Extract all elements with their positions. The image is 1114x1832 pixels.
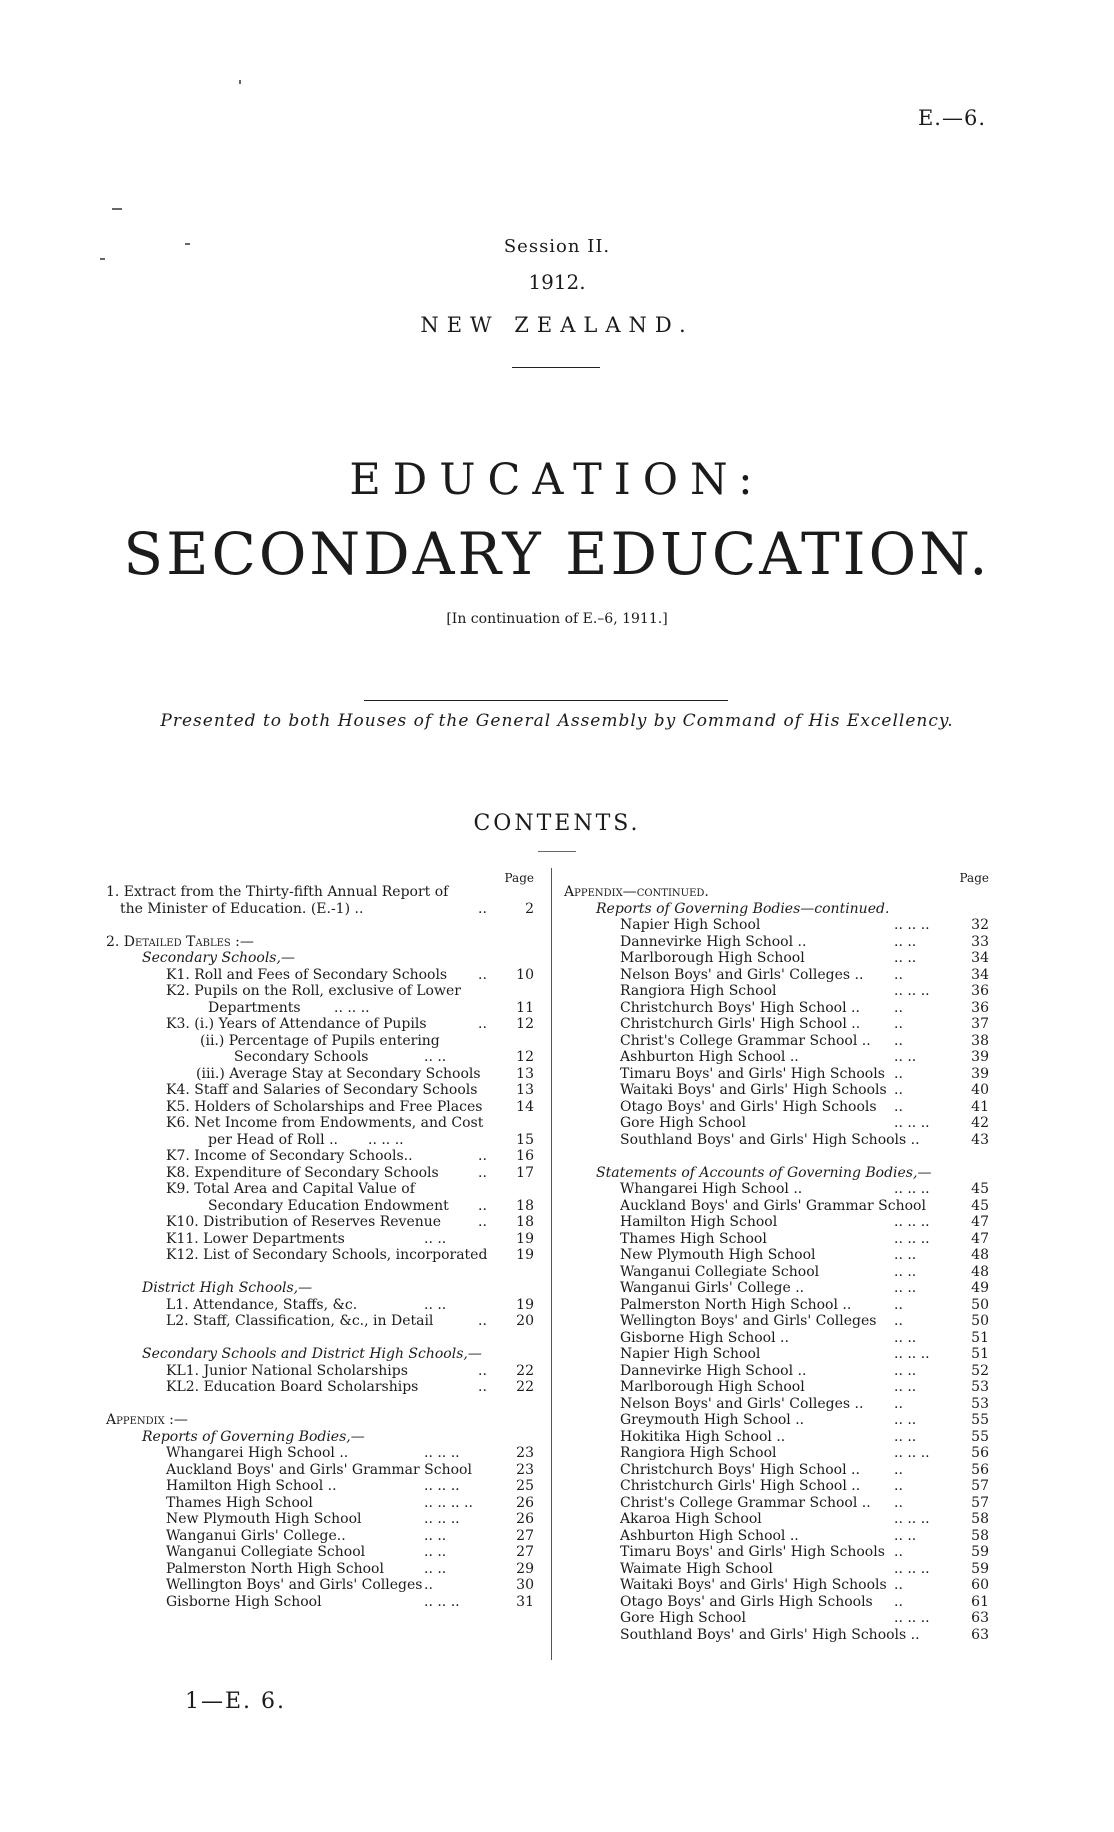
entry-kl2: KL2. Education Board Scholarships (166, 1379, 419, 1395)
statement-name: Wellington Boys' and Girls' Colleges (620, 1313, 877, 1329)
leader-dots: .. .. (424, 1527, 447, 1544)
entry-k6-line1: K6. Net Income from Endowments, and Cost (166, 1115, 484, 1131)
page-number: 51 (971, 1329, 989, 1346)
page-number: 61 (971, 1593, 989, 1610)
page-number: 26 (516, 1511, 534, 1527)
leader-dots: .. (478, 1148, 487, 1164)
statement-name: Wanganui Collegiate School (620, 1263, 820, 1280)
page-number: 13 (516, 1065, 534, 1082)
page-number: 13 (516, 1082, 534, 1098)
statement-name: Christchurch Boys' High School .. (620, 1461, 860, 1478)
page-number: 29 (516, 1560, 534, 1577)
leader-dots: .. .. .. (894, 1610, 930, 1626)
report-name: Rangiora High School (620, 983, 777, 999)
leader-dots: .. (894, 1082, 903, 1098)
statements-list (564, 1181, 989, 1643)
entry-k3-ii-line1: (ii.) Percentage of Pupils entering (200, 1032, 440, 1049)
leader-dots: .. (894, 1577, 903, 1593)
entry-kl1: KL1. Junior National Scholarships (166, 1362, 408, 1379)
leader-dots: .. (478, 1016, 487, 1032)
reports-continued-heading: Reports of Governing Bodies—continued. (596, 900, 890, 917)
statement-entry (564, 1478, 989, 1495)
leader-dots: .. (894, 1593, 903, 1610)
statement-name: Otago Boys' and Girls High Schools (620, 1593, 873, 1610)
statement-entry (564, 1610, 989, 1627)
statement-name: Christ's College Grammar School .. (620, 1494, 871, 1511)
reports-heading: Reports of Governing Bodies,— (142, 1428, 365, 1445)
sub-title: SECONDARY EDUCATION. (123, 520, 991, 588)
page-number: 32 (971, 917, 989, 933)
page-number: 34 (971, 950, 989, 966)
statement-entry (564, 1379, 989, 1396)
statement-entry (564, 1181, 989, 1198)
page-number: 30 (516, 1577, 534, 1593)
page-number: 38 (971, 1032, 989, 1049)
report-name: New Plymouth High School (166, 1511, 362, 1527)
report-name: Wanganui Girls' College.. (166, 1527, 346, 1544)
leader-dots: .. .. .. (894, 1230, 930, 1247)
leader-dots: .. (894, 1478, 903, 1494)
statement-name: Timaru Boys' and Girls' High Schools (620, 1544, 885, 1560)
statement-entry (564, 1561, 989, 1578)
page-number: 53 (971, 1395, 989, 1412)
statement-entry (564, 1330, 989, 1347)
page-number: 34 (971, 966, 989, 983)
report-entry (106, 1445, 534, 1462)
page-number: 37 (971, 1016, 989, 1032)
statement-name: Gore High School (620, 1610, 746, 1626)
statement-entry (564, 1511, 989, 1528)
leader-dots: .. .. .. (894, 1115, 930, 1131)
report-name: Wanganui Collegiate School (166, 1544, 366, 1560)
entry-k8: K8. Expenditure of Secondary Schools (166, 1164, 439, 1181)
statement-entry (564, 1214, 989, 1231)
page-number: 2 (525, 900, 534, 917)
page-number: 45 (971, 1197, 989, 1214)
leader-dots: .. .. (424, 1560, 447, 1577)
page-number: 20 (516, 1313, 534, 1329)
contents-divider (538, 851, 576, 852)
page-number: 18 (516, 1214, 534, 1230)
contents-right-column (564, 870, 989, 1643)
entry-k11: K11. Lower Departments (166, 1230, 345, 1247)
statement-entry (564, 1247, 989, 1264)
combined-schools-heading: Secondary Schools and District High Schools,— (142, 1346, 482, 1362)
statement-entry (564, 1297, 989, 1314)
report-entry (564, 950, 989, 967)
page-number: 57 (971, 1494, 989, 1511)
report-entry (564, 983, 989, 1000)
main-title: EDUCATION: (349, 455, 765, 505)
leader-dots: .. .. (894, 1329, 917, 1346)
leader-dots: .. (894, 1461, 903, 1478)
statement-entry (564, 1198, 989, 1215)
entry-extract-line1: 1. Extract from the Thirty-fifth Annual Report of (106, 884, 449, 900)
page-number: 16 (516, 1148, 534, 1164)
entry-k12: K12. List of Secondary Schools, incorporated (166, 1247, 488, 1263)
report-entry (106, 1577, 534, 1594)
reports-list (106, 1445, 534, 1610)
report-name: Palmerston North High School (166, 1560, 384, 1577)
page-number: 15 (516, 1131, 534, 1148)
appendix-continued-heading: Appendix—continued. (564, 884, 709, 900)
leader-dots: .. (478, 1362, 487, 1379)
statement-entry (564, 1544, 989, 1561)
contents-heading: CONTENTS. (473, 811, 641, 836)
page-number: 58 (971, 1527, 989, 1544)
page-number: 19 (516, 1230, 534, 1247)
statement-name: Gisborne High School .. (620, 1329, 789, 1346)
statement-name: Wanganui Girls' College .. (620, 1280, 805, 1296)
print-speck (100, 258, 105, 260)
report-name: Christchurch Girls' High School .. (620, 1016, 861, 1032)
leader-dots: .. .. (894, 1428, 917, 1445)
leader-dots: .. .. (894, 1263, 917, 1280)
page-number: 26 (516, 1494, 534, 1511)
report-entry (564, 1132, 989, 1149)
statement-entry (564, 1280, 989, 1297)
page-number: 25 (516, 1478, 534, 1494)
report-entry (564, 1016, 989, 1033)
country: NEW ZEALAND. (420, 313, 694, 337)
report-entry (564, 917, 989, 934)
page-number: 51 (971, 1346, 989, 1362)
statement-entry (564, 1577, 989, 1594)
page-number: 17 (516, 1164, 534, 1181)
page-number: 42 (971, 1115, 989, 1131)
statement-entry (564, 1528, 989, 1545)
statement-entry (564, 1627, 989, 1644)
entry-l2: L2. Staff, Classification, &c., in Detail (166, 1313, 434, 1329)
page-number: 27 (516, 1544, 534, 1560)
leader-dots: .. .. .. (894, 917, 930, 933)
page-number: 55 (971, 1412, 989, 1428)
page-number: 23 (516, 1461, 534, 1478)
leader-dots: .. .. .. .. (424, 1494, 473, 1511)
report-name: Thames High School (166, 1494, 313, 1511)
page-number: 48 (971, 1263, 989, 1280)
leader-dots: .. .. .. (894, 983, 930, 999)
entry-k2-line1: K2. Pupils on the Roll, exclusive of Lower (166, 983, 461, 999)
entry-k1: K1. Roll and Fees of Secondary Schools (166, 966, 448, 983)
leader-dots: .. (894, 1395, 903, 1412)
leader-dots: .. (894, 1296, 903, 1313)
page-column-label: Page (504, 871, 534, 885)
page-number: 19 (516, 1247, 534, 1263)
leader-dots: .. .. .. (894, 1214, 930, 1230)
page-number: 56 (971, 1445, 989, 1461)
statement-name: Thames High School (620, 1230, 767, 1247)
page-number: 47 (971, 1214, 989, 1230)
district-high-schools-heading: District High Schools,— (142, 1280, 313, 1296)
leader-dots: .. .. (894, 1527, 917, 1544)
leader-dots: .. .. .. (894, 1511, 930, 1527)
report-entry (106, 1511, 534, 1528)
statement-entry (564, 1313, 989, 1330)
leader-dots: .. (894, 999, 903, 1016)
statements-heading: Statements of Accounts of Governing Bodies,— (596, 1164, 932, 1181)
signature-mark: 1—E. 6. (185, 1689, 287, 1714)
leader-dots: .. (894, 1494, 903, 1511)
entry-l1: L1. Attendance, Staffs, &c. (166, 1296, 358, 1313)
statement-name: Nelson Boys' and Girls' Colleges .. (620, 1395, 864, 1412)
page-number: 50 (971, 1296, 989, 1313)
leader-dots: .. (894, 966, 903, 983)
leader-dots: .. .. .. (368, 1131, 404, 1148)
leader-dots: .. (478, 966, 487, 983)
statement-entry (564, 1396, 989, 1413)
page-number: 53 (971, 1379, 989, 1395)
report-entry (106, 1544, 534, 1561)
leader-dots: .. .. .. (424, 1445, 460, 1461)
statement-name: Whangarei High School .. (620, 1181, 803, 1197)
leader-dots: .. (424, 1577, 433, 1593)
page-number: 63 (971, 1626, 989, 1643)
entry-k3-i: K3. (i.) Years of Attendance of Pupils (166, 1016, 427, 1032)
statement-name: Auckland Boys' and Girls' Grammar School (620, 1197, 926, 1214)
statement-name: Palmerston North High School .. (620, 1296, 852, 1313)
leader-dots: .. (478, 900, 487, 917)
leader-dots: .. .. .. (894, 1346, 930, 1362)
report-entry (106, 1594, 534, 1611)
presented-divider (364, 700, 728, 701)
page-number: 63 (971, 1610, 989, 1626)
statement-name: Hamilton High School (620, 1214, 778, 1230)
secondary-schools-heading: Secondary Schools,— (142, 950, 295, 966)
statement-name: Akaroa High School (620, 1511, 762, 1527)
year: 1912. (528, 270, 586, 294)
statement-name: Hokitika High School .. (620, 1428, 786, 1445)
statement-name: Rangiora High School (620, 1445, 777, 1461)
report-entry (564, 1115, 989, 1132)
page-number: 11 (516, 999, 534, 1016)
statement-entry (564, 1594, 989, 1611)
reports-continued-list (564, 917, 989, 1148)
leader-dots: .. .. (894, 1379, 917, 1395)
report-entry (564, 1033, 989, 1050)
report-name: Marlborough High School (620, 950, 805, 966)
appendix-heading: Appendix :— (106, 1412, 188, 1428)
page-number: 12 (516, 1049, 534, 1065)
report-name: Nelson Boys' and Girls' Colleges .. (620, 966, 864, 983)
report-name: Christchurch Boys' High School .. (620, 999, 860, 1016)
page-number: 10 (516, 966, 534, 983)
page-number: 33 (971, 933, 989, 950)
page-number: 23 (516, 1445, 534, 1461)
statement-name: Southland Boys' and Girls' High Schools .. (620, 1626, 920, 1643)
page-number: 52 (971, 1362, 989, 1379)
statement-entry (564, 1462, 989, 1479)
statement-name: Waitaki Boys' and Girls' High Schools (620, 1577, 887, 1593)
leader-dots: .. .. .. (424, 1593, 460, 1610)
page-number: 12 (516, 1016, 534, 1032)
page-number: 19 (516, 1296, 534, 1313)
page-number: 43 (971, 1131, 989, 1148)
page-number: 31 (516, 1593, 534, 1610)
continuation-note: [In continuation of E.–6, 1911.] (446, 611, 668, 627)
entry-k7: K7. Income of Secondary Schools.. (166, 1148, 413, 1164)
leader-dots: .. .. (894, 1280, 917, 1296)
report-name: Gisborne High School (166, 1593, 322, 1610)
page-number: 14 (516, 1098, 534, 1115)
statement-name: Greymouth High School .. (620, 1412, 805, 1428)
report-name: Christ's College Grammar School .. (620, 1032, 871, 1049)
print-speck (112, 208, 122, 210)
report-entry (106, 1528, 534, 1545)
report-name: Gore High School (620, 1115, 746, 1131)
entry-k10: K10. Distribution of Reserves Revenue (166, 1214, 442, 1230)
entry-k2-line2: Departments (208, 999, 301, 1016)
page-number: 57 (971, 1478, 989, 1494)
leader-dots: .. .. .. (424, 1511, 460, 1527)
page-number: 22 (516, 1379, 534, 1395)
page-number: 60 (971, 1577, 989, 1593)
leader-dots: .. .. .. (334, 999, 370, 1016)
page-number: 55 (971, 1428, 989, 1445)
entry-k3-iii: (iii.) Average Stay at Secondary Schools (196, 1065, 481, 1082)
entry-k3-ii-line2: Secondary Schools (234, 1049, 369, 1065)
statement-name: Napier High School (620, 1346, 761, 1362)
report-entry (564, 967, 989, 984)
report-entry (564, 1099, 989, 1116)
page-number: 59 (971, 1544, 989, 1560)
statement-name: Marlborough High School (620, 1379, 805, 1395)
leader-dots: .. .. (424, 1230, 447, 1247)
entry-k6-line2: per Head of Roll .. (208, 1131, 338, 1148)
page-number: 49 (971, 1280, 989, 1296)
leader-dots: .. .. (894, 933, 917, 950)
leader-dots: .. (894, 1032, 903, 1049)
page-number: 47 (971, 1230, 989, 1247)
report-name: Auckland Boys' and Girls' Grammar School (166, 1461, 472, 1478)
report-name: Whangarei High School .. (166, 1445, 349, 1461)
entry-k5: K5. Holders of Scholarships and Free Places (166, 1098, 483, 1115)
session-text: Session II. (503, 236, 611, 257)
report-name: Wellington Boys' and Girls' Colleges (166, 1577, 423, 1593)
report-entry (106, 1478, 534, 1495)
statement-entry (564, 1412, 989, 1429)
report-entry (564, 1000, 989, 1017)
page-column-label: Page (959, 871, 989, 885)
presented-line: Presented to both Houses of the General Assembly by Command of His Excellency. (160, 711, 954, 731)
report-name: Napier High School (620, 917, 761, 933)
leader-dots: .. (894, 1544, 903, 1560)
statement-entry (564, 1429, 989, 1446)
statement-name: Dannevirke High School .. (620, 1362, 807, 1379)
report-name: Timaru Boys' and Girls' High Schools (620, 1065, 885, 1082)
entry-k4: K4. Staff and Salaries of Secondary Schools (166, 1082, 478, 1098)
statement-entry (564, 1231, 989, 1248)
statement-entry (564, 1346, 989, 1363)
leader-dots: .. .. (894, 1049, 917, 1065)
report-name: Dannevirke High School .. (620, 933, 807, 950)
page-reference: E.—6. (917, 106, 986, 130)
statement-entry (564, 1495, 989, 1512)
page-number: 45 (971, 1181, 989, 1197)
page-number: 27 (516, 1527, 534, 1544)
report-entry (564, 1082, 989, 1099)
page-number: 58 (971, 1511, 989, 1527)
leader-dots: .. .. (424, 1296, 447, 1313)
masthead-divider (512, 367, 600, 368)
statement-name: New Plymouth High School (620, 1247, 816, 1263)
leader-dots: .. .. .. (894, 1560, 930, 1577)
report-name: Ashburton High School .. (620, 1049, 799, 1065)
leader-dots: .. (478, 1164, 487, 1181)
report-entry (564, 1049, 989, 1066)
leader-dots: .. .. (424, 1049, 447, 1065)
leader-dots: .. (894, 1098, 903, 1115)
statement-name: Waimate High School (620, 1560, 773, 1577)
entry-k9-line2: Secondary Education Endowment (208, 1197, 449, 1214)
leader-dots: .. (894, 1016, 903, 1032)
page-number: 48 (971, 1247, 989, 1263)
entry-k9-line1: K9. Total Area and Capital Value of (166, 1181, 415, 1197)
print-speck (239, 80, 241, 84)
leader-dots: .. .. (894, 1362, 917, 1379)
statement-entry (564, 1363, 989, 1380)
session-label (0, 236, 1114, 257)
leader-dots: .. .. (894, 1412, 917, 1428)
contents-left-column (106, 870, 534, 1610)
column-divider (551, 868, 552, 1660)
page-number: 59 (971, 1560, 989, 1577)
leader-dots: .. .. .. (424, 1478, 460, 1494)
leader-dots: .. .. .. (894, 1181, 930, 1197)
report-entry (564, 934, 989, 951)
leader-dots: .. .. (894, 1247, 917, 1263)
leader-dots: .. (478, 1197, 487, 1214)
report-name: Hamilton High School .. (166, 1478, 337, 1494)
report-name: Otago Boys' and Girls' High Schools (620, 1098, 877, 1115)
leader-dots: .. .. .. (894, 1445, 930, 1461)
leader-dots: .. .. (424, 1544, 447, 1560)
page-number: 36 (971, 983, 989, 999)
leader-dots: .. (478, 1313, 487, 1329)
page-number: 41 (971, 1098, 989, 1115)
page-number: 56 (971, 1461, 989, 1478)
statement-entry (564, 1264, 989, 1281)
report-entry (106, 1495, 534, 1512)
report-name: Southland Boys' and Girls' High Schools .. (620, 1131, 920, 1148)
leader-dots: .. (478, 1379, 487, 1395)
page-number: 50 (971, 1313, 989, 1329)
page-number: 18 (516, 1197, 534, 1214)
statement-name: Christchurch Girls' High School .. (620, 1478, 861, 1494)
statement-entry (564, 1445, 989, 1462)
detailed-tables-heading: 2. Detailed Tables :— (106, 933, 254, 950)
entry-extract-line2: the Minister of Education. (E.-1) .. (120, 900, 364, 917)
page-number: 36 (971, 999, 989, 1016)
leader-dots: .. (894, 1065, 903, 1082)
page-number: 22 (516, 1362, 534, 1379)
statement-name: Ashburton High School .. (620, 1527, 799, 1544)
leader-dots: .. .. (894, 950, 917, 966)
report-entry (564, 1066, 989, 1083)
report-entry (106, 1561, 534, 1578)
report-name: Waitaki Boys' and Girls' High Schools (620, 1082, 887, 1098)
page-number: 40 (971, 1082, 989, 1098)
leader-dots: .. (478, 1214, 487, 1230)
print-speck (185, 243, 190, 245)
leader-dots: .. (894, 1313, 903, 1329)
page-number: 39 (971, 1065, 989, 1082)
report-entry (106, 1462, 534, 1479)
page-number: 39 (971, 1049, 989, 1065)
